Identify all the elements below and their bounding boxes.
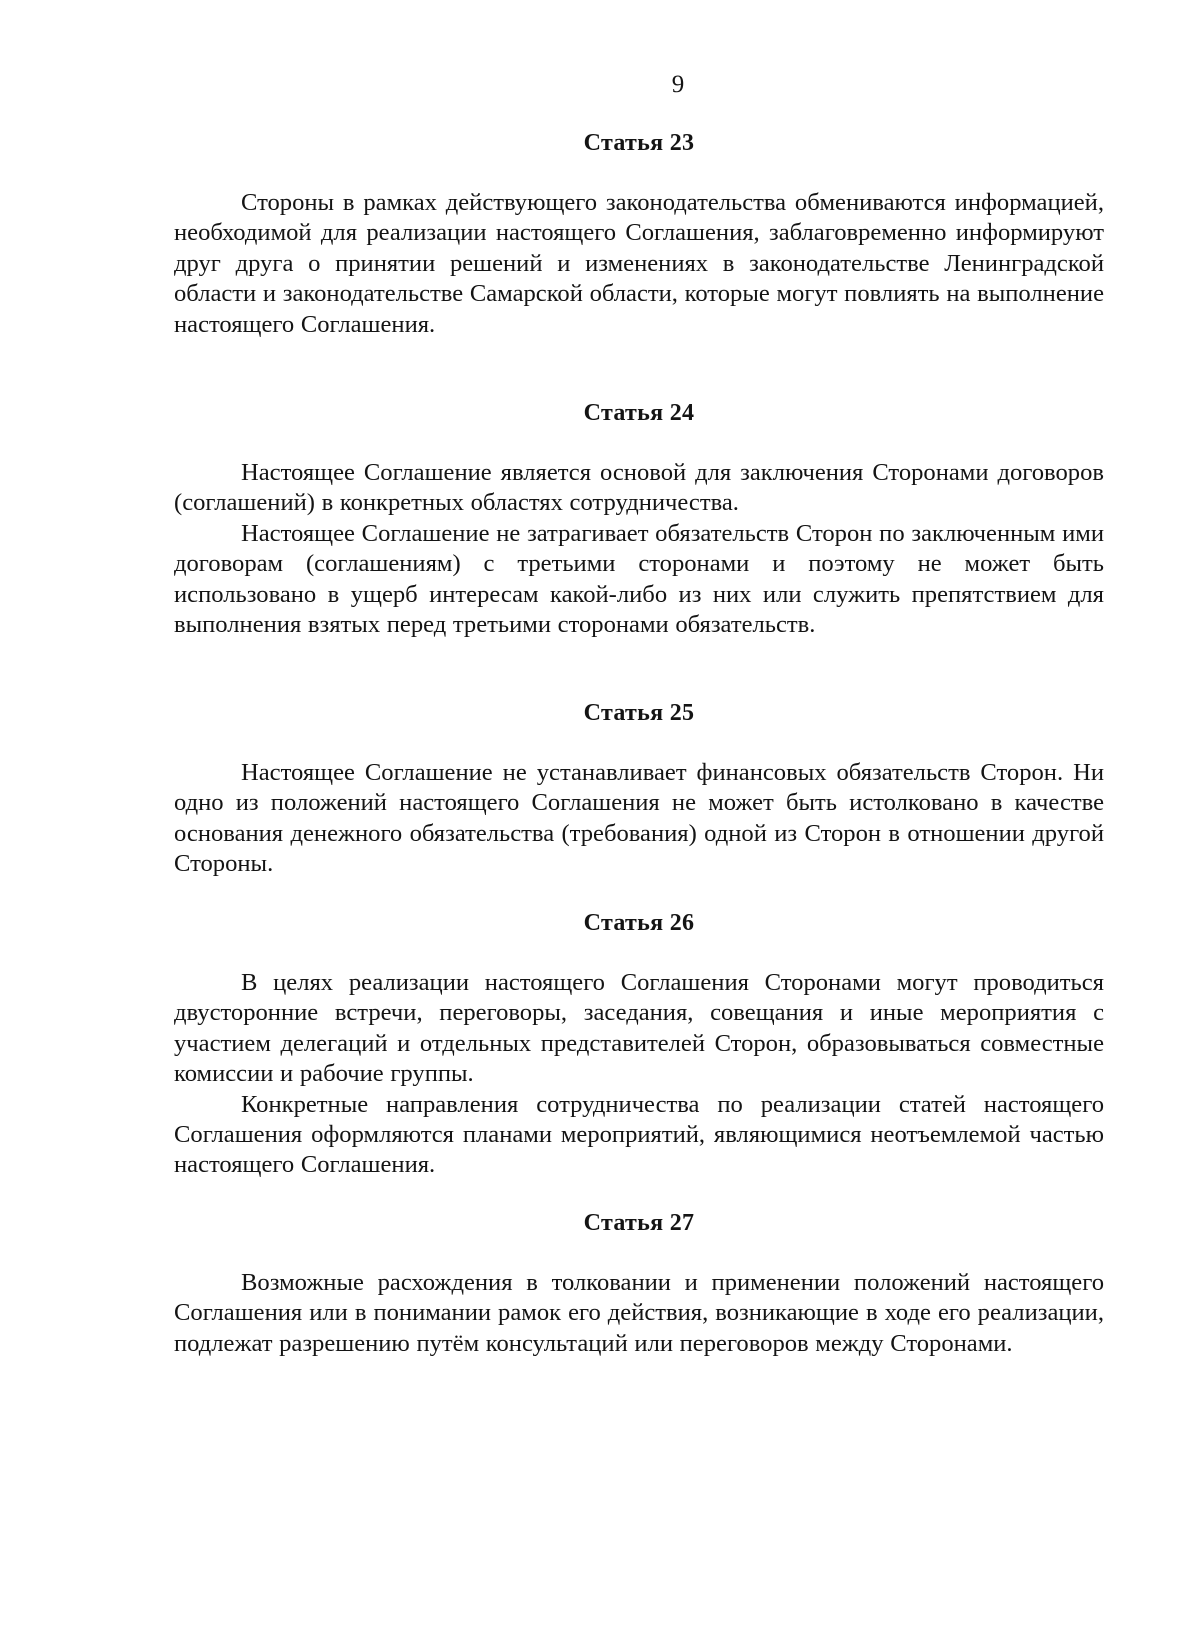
article-paragraph: Возможные расхождения в толковании и применении положений настоящего Соглашения или в понимании рамок его действия, возникающие в ходе его реализации, подлежат разрешению путём консультаций или переговоров между Сторонами. — [174, 1269, 1104, 1357]
article-26 — [174, 908, 1104, 1181]
article-title: Статья 27 — [583, 1210, 695, 1236]
article-23 — [174, 128, 1104, 340]
article-paragraph: В целях реализации настоящего Соглашения Сторонами могут проводиться двусторонние встречи, переговоры, заседания, совещания и иные мероприятия с участием делегаций и отдельных представителей Сторон, образовываться совместные комиссии и рабочие группы. — [174, 969, 1104, 1088]
article-title: Статья 23 — [583, 130, 695, 156]
page-number: 9 — [671, 71, 685, 98]
article-title: Статья 24 — [583, 400, 695, 426]
article-paragraph: Стороны в рамках действующего законодательства обмениваются информацией, необходимой для реализации настоящего Соглашения, заблаговременно информируют друг друга о принятии решений и изменениях в законодательстве Ленинградской области и законодательстве Самарской области, которые могут повлиять на выполнение настоящего Соглашения. — [174, 189, 1104, 338]
article-27 — [174, 1208, 1104, 1359]
article-paragraph: Настоящее Соглашение не затрагивает обязательств Сторон по заключенным ими договорам (соглашениям) с третьими сторонами и поэтому не может быть использовано в ущерб интересам какой-либо из них или служить препятствием для выполнения взятых перед третьими сторонами обязательств. — [174, 519, 1104, 639]
article-25 — [174, 698, 1104, 880]
article-title: Статья 26 — [583, 910, 695, 936]
article-title: Статья 25 — [583, 700, 695, 726]
article-24 — [174, 398, 1104, 640]
article-paragraph: Конкретные направления сотрудничества по реализации статей настоящего Соглашения оформляются планами мероприятий, являющимися неотъемлемой частью настоящего Соглашения. — [174, 1090, 1104, 1179]
article-paragraph: Настоящее Соглашение является основой для заключения Сторонами договоров (соглашений) в конкретных областях сотрудничества. — [174, 459, 1104, 517]
article-paragraph: Настоящее Соглашение не устанавливает финансовых обязательств Сторон. Ни одно из положений настоящего Соглашения не может быть истолковано в качестве основания денежного обязательства (требования) одной из Сторон в отношении другой Стороны. — [174, 759, 1104, 878]
